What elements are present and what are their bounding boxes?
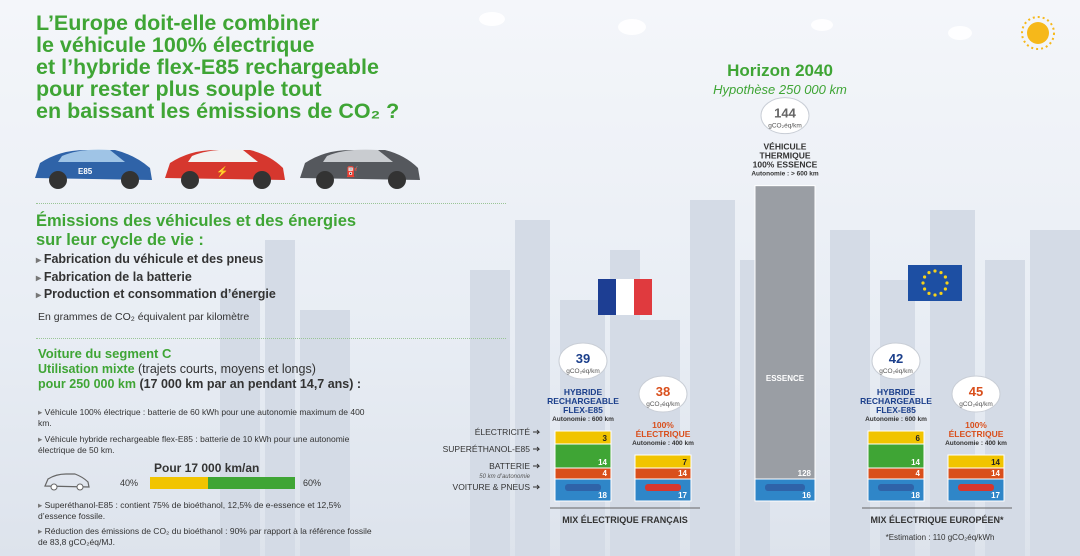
data-label: 14 xyxy=(678,469,687,478)
french-flag-icon xyxy=(634,279,652,315)
km-label: Pour 17 000 km/an xyxy=(154,461,260,475)
group-label-fr: MIX ÉLECTRIQUE FRANÇAIS xyxy=(562,515,688,525)
eu-star-icon xyxy=(927,292,930,295)
bar-label: ÉLECTRIQUE xyxy=(948,429,1004,439)
bar-label: ÉLECTRIQUE xyxy=(635,429,691,439)
eu-star-icon xyxy=(927,271,930,274)
autonomy-label: Autonomie : 400 km xyxy=(945,440,1007,447)
total-value: 144 xyxy=(774,105,796,121)
data-label: 18 xyxy=(911,491,920,500)
list-item: ▸ Fabrication de la batterie xyxy=(36,270,276,288)
data-label: 14 xyxy=(991,458,1000,467)
total-unit: gCO₂éq/km xyxy=(879,368,913,375)
total-unit: gCO₂éq/km xyxy=(768,122,802,130)
total-value: 42 xyxy=(888,351,904,366)
row-arrow-icon xyxy=(533,430,539,434)
bar-label: RECHARGEABLE xyxy=(547,396,619,406)
data-label: 14 xyxy=(598,458,607,467)
svg-text:⚡: ⚡ xyxy=(216,167,229,178)
note-e85: ▸ Superéthanol-E85 : contient 75% de bioéthanol, 12,5% de e-essence et 12,5% d’essence fossile. xyxy=(38,500,378,522)
bar-label: 100% xyxy=(652,420,674,430)
eu-star-icon xyxy=(939,292,942,295)
bar-label: HYBRIDE xyxy=(876,387,916,397)
hypothesis: Hypothèse 250 000 km xyxy=(713,82,847,97)
group-label-eu: MIX ÉLECTRIQUE EUROPÉEN* xyxy=(870,515,1004,525)
data-label: 14 xyxy=(991,469,1000,478)
data-label: 14 xyxy=(911,458,920,467)
note-hybrid: ▸ Véhicule hybride rechargeable flex-E85 : batterie de 10 kWh pour une autonomie électrique de 50 km. xyxy=(38,434,378,456)
autonomy-label: Autonomie : > 600 km xyxy=(751,170,819,178)
bar-segment-fuel xyxy=(755,186,815,479)
list-item: ▸ Fabrication du véhicule et des pneus xyxy=(36,252,276,270)
autonomy-label: Autonomie : 400 km xyxy=(632,440,694,447)
data-label: 18 xyxy=(598,491,607,500)
bar-label: THERMIQUE xyxy=(759,150,811,161)
data-label: 16 xyxy=(802,491,811,500)
car-icon xyxy=(765,484,805,491)
car-icon xyxy=(878,484,914,491)
usage-text: Utilisation mixte (trajets courts, moyens et longs) pour 250 000 km (17 000 km par an pendant 14,7 ans) : xyxy=(38,362,362,391)
data-label: 4 xyxy=(915,469,920,478)
total-unit: gCO₂éq/km xyxy=(959,401,993,408)
eu-star-icon xyxy=(933,293,936,296)
data-label: 17 xyxy=(991,491,1000,500)
note-bioethanol: ▸ Réduction des émissions de CO₂ du bioéthanol : 90% par rapport à la référence fossile de 83,8 gCO₂éq/MJ. xyxy=(38,526,378,548)
bar-label: FLEX-E85 xyxy=(876,405,916,415)
data-label: 3 xyxy=(602,434,607,443)
data-label: 6 xyxy=(915,434,920,443)
autonomy-label: Autonomie : 600 km xyxy=(865,416,927,423)
eu-star-icon xyxy=(923,275,926,278)
bar-label: HYBRIDE xyxy=(563,387,603,397)
bar-label: 100% ESSENCE xyxy=(752,159,818,170)
e85-share: 60% xyxy=(303,478,322,488)
eu-star-icon xyxy=(944,275,947,278)
bar-label: VÉHICULE xyxy=(763,141,807,152)
energy-label: ESSENCE xyxy=(765,374,805,383)
data-label: 4 xyxy=(602,469,607,478)
footnote: *Estimation : 110 gCO₂éq/kWh xyxy=(885,533,995,542)
bar-label: FLEX-E85 xyxy=(563,405,603,415)
list-item: ▸ Production et consommation d’énergie xyxy=(36,287,276,305)
lifecycle-heading: Émissions des véhicules et des énergies sur leur cycle de vie : xyxy=(36,212,357,249)
electric-share: 40% xyxy=(120,478,139,488)
row-arrow-icon xyxy=(533,464,539,468)
car-icon xyxy=(958,484,994,491)
total-value: 38 xyxy=(655,384,671,399)
horizon-title: Horizon 2040 xyxy=(727,61,833,80)
autonomy-label: Autonomie : 600 km xyxy=(552,416,614,423)
row-label: BATTERIE xyxy=(489,461,530,471)
row-label: ÉLECTRICITÉ xyxy=(474,427,530,437)
main-title: L’Europe doit-elle combiner le véhicule 100% électrique et l’hybride flex-E85 rechargeable pour rester plus souple tout en baissant les émissions de CO₂ ? xyxy=(36,11,400,123)
unit-note: En grammes de CO₂ équivalent par kilomètre xyxy=(38,311,250,323)
data-label: 7 xyxy=(682,458,687,467)
svg-text:E85: E85 xyxy=(78,167,93,176)
car-icon xyxy=(645,484,681,491)
segment-heading: Voiture du segment C xyxy=(38,346,172,361)
total-unit: gCO₂éq/km xyxy=(566,368,600,375)
bar-label: RECHARGEABLE xyxy=(860,396,932,406)
row-arrow-icon xyxy=(533,447,539,451)
eu-star-icon xyxy=(933,269,936,272)
eu-star-icon xyxy=(945,281,948,284)
eu-star-icon xyxy=(921,281,924,284)
battery-sub-label: 50 km d’autonomie xyxy=(479,474,530,480)
car-icon xyxy=(565,484,601,491)
total-value: 39 xyxy=(575,351,591,366)
row-arrow-icon xyxy=(533,485,539,489)
eu-star-icon xyxy=(939,271,942,274)
total-value: 45 xyxy=(968,384,984,399)
french-flag-icon xyxy=(616,279,634,315)
french-flag-icon xyxy=(598,279,616,315)
eu-star-icon xyxy=(923,287,926,290)
data-label: 17 xyxy=(678,491,687,500)
svg-text:⛽: ⛽ xyxy=(346,167,359,178)
total-unit: gCO₂éq/km xyxy=(646,401,680,408)
row-label: VOITURE & PNEUS xyxy=(452,482,530,492)
bar-label: 100% xyxy=(965,420,987,430)
row-label: SUPERÉTHANOL-E85 xyxy=(442,444,530,454)
eu-star-icon xyxy=(944,287,947,290)
note-electric: ▸ Véhicule 100% électrique : batterie de 60 kWh pour une autonomie maximum de 400 km. xyxy=(38,407,378,429)
data-label: 128 xyxy=(797,469,811,478)
